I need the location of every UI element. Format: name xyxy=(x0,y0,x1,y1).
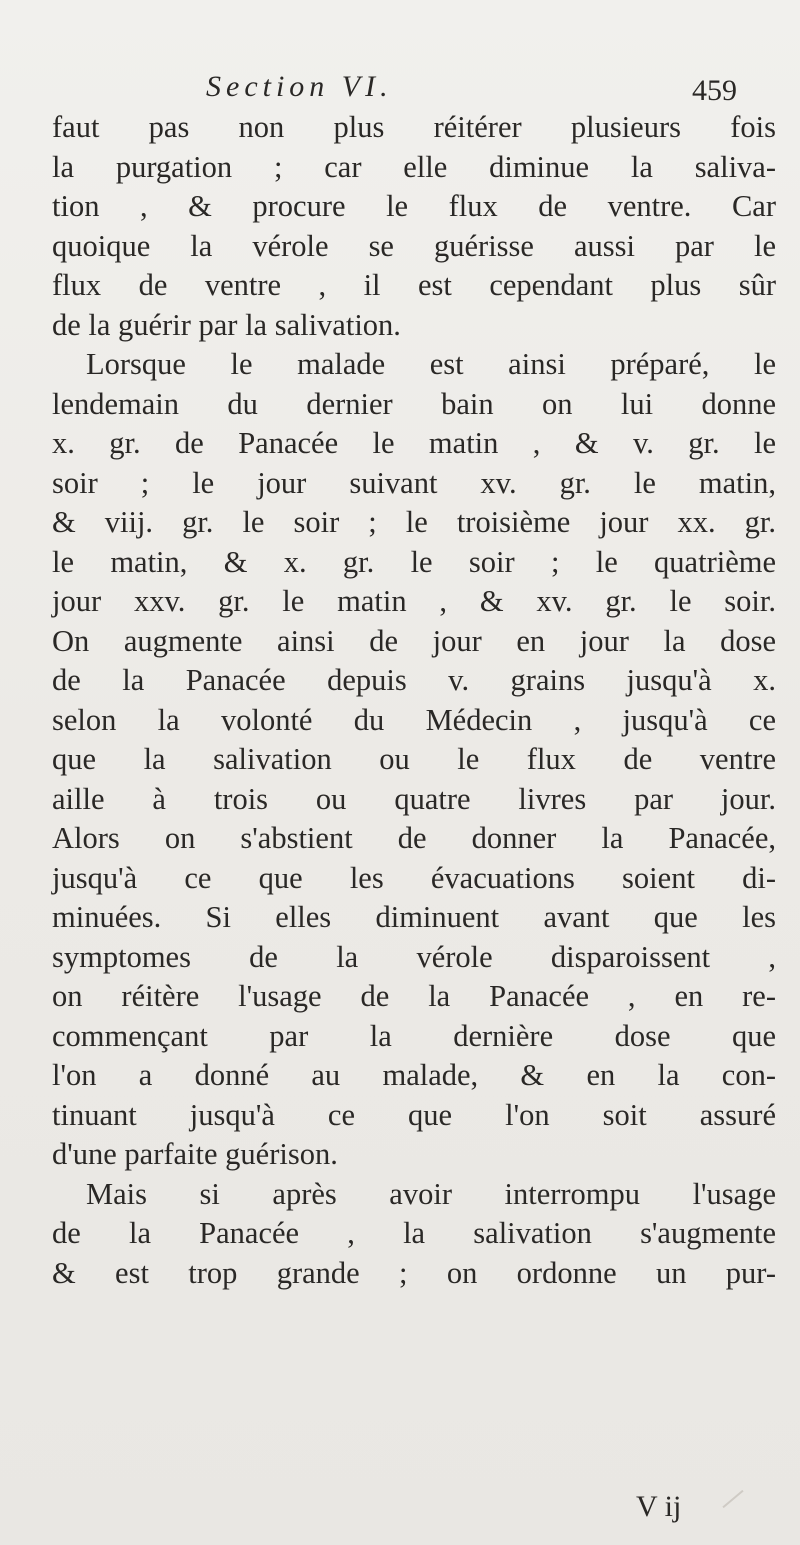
text-line: symptomes de la vérole disparoissent , xyxy=(52,939,776,974)
text-line: soir ; le jour suivant xv. gr. le matin, xyxy=(52,465,776,500)
paragraph-start-line: Mais si après avoir interrompu l'usage xyxy=(86,1176,776,1211)
text-line: tinuant jusqu'à ce que l'on soit assuré xyxy=(52,1097,776,1132)
section-title: Section VI. xyxy=(206,70,393,103)
page-number: 459 xyxy=(692,74,737,107)
text-line: & est trop grande ; on ordonne un pur- xyxy=(52,1255,776,1290)
signature-mark: V ij xyxy=(636,1490,682,1523)
body-text xyxy=(52,108,776,1293)
text-line: jour xxv. gr. le matin , & xv. gr. le soir. xyxy=(52,584,776,618)
text-line: l'on a donné au malade, & en la con- xyxy=(52,1058,776,1092)
text-line: minuées. Si elles diminuent avant que les xyxy=(52,900,776,934)
text-line: aille à trois ou quatre livres par jour. xyxy=(52,781,776,816)
text-line: de la Panacée , la salivation s'augmente xyxy=(52,1216,776,1250)
text-line: lendemain du dernier bain on lui donne xyxy=(52,386,776,421)
text-line: flux de ventre , il est cependant plus sûr xyxy=(52,268,776,302)
paragraph-start-line: Lorsque le malade est ainsi préparé, le xyxy=(86,347,776,381)
text-line: On augmente ainsi de jour en jour la dose xyxy=(52,623,776,658)
text-line: on réitère l'usage de la Panacée , en re- xyxy=(52,979,776,1013)
text-line: de la guérir par la salivation. xyxy=(52,307,401,342)
paper-fold-mark xyxy=(722,1490,743,1508)
text-line: la purgation ; car elle diminue la saliva- xyxy=(52,149,776,184)
text-line: de la Panacée depuis v. grains jusqu'à x. xyxy=(52,663,776,697)
text-line: tion , & procure le flux de ventre. Car xyxy=(52,189,776,223)
text-line: faut pas non plus réitérer plusieurs fois xyxy=(52,110,776,144)
text-line: quoique la vérole se guérisse aussi par le xyxy=(52,228,776,263)
text-line: d'une parfaite guérison. xyxy=(52,1137,338,1171)
text-line: Alors on s'abstient de donner la Panacée, xyxy=(52,821,776,855)
text-line: commençant par la dernière dose que xyxy=(52,1018,776,1053)
running-head xyxy=(0,58,800,108)
text-line: le matin, & x. gr. le soir ; le quatrième xyxy=(52,544,776,579)
text-line: que la salivation ou le flux de ventre xyxy=(52,742,776,776)
text-line: jusqu'à ce que les évacuations soient di- xyxy=(52,860,776,895)
text-line: selon la volonté du Médecin , jusqu'à ce xyxy=(52,702,776,737)
text-line: & viij. gr. le soir ; le troisième jour xx. gr. xyxy=(52,505,776,539)
text-line: x. gr. de Panacée le matin , & v. gr. le xyxy=(52,426,776,460)
